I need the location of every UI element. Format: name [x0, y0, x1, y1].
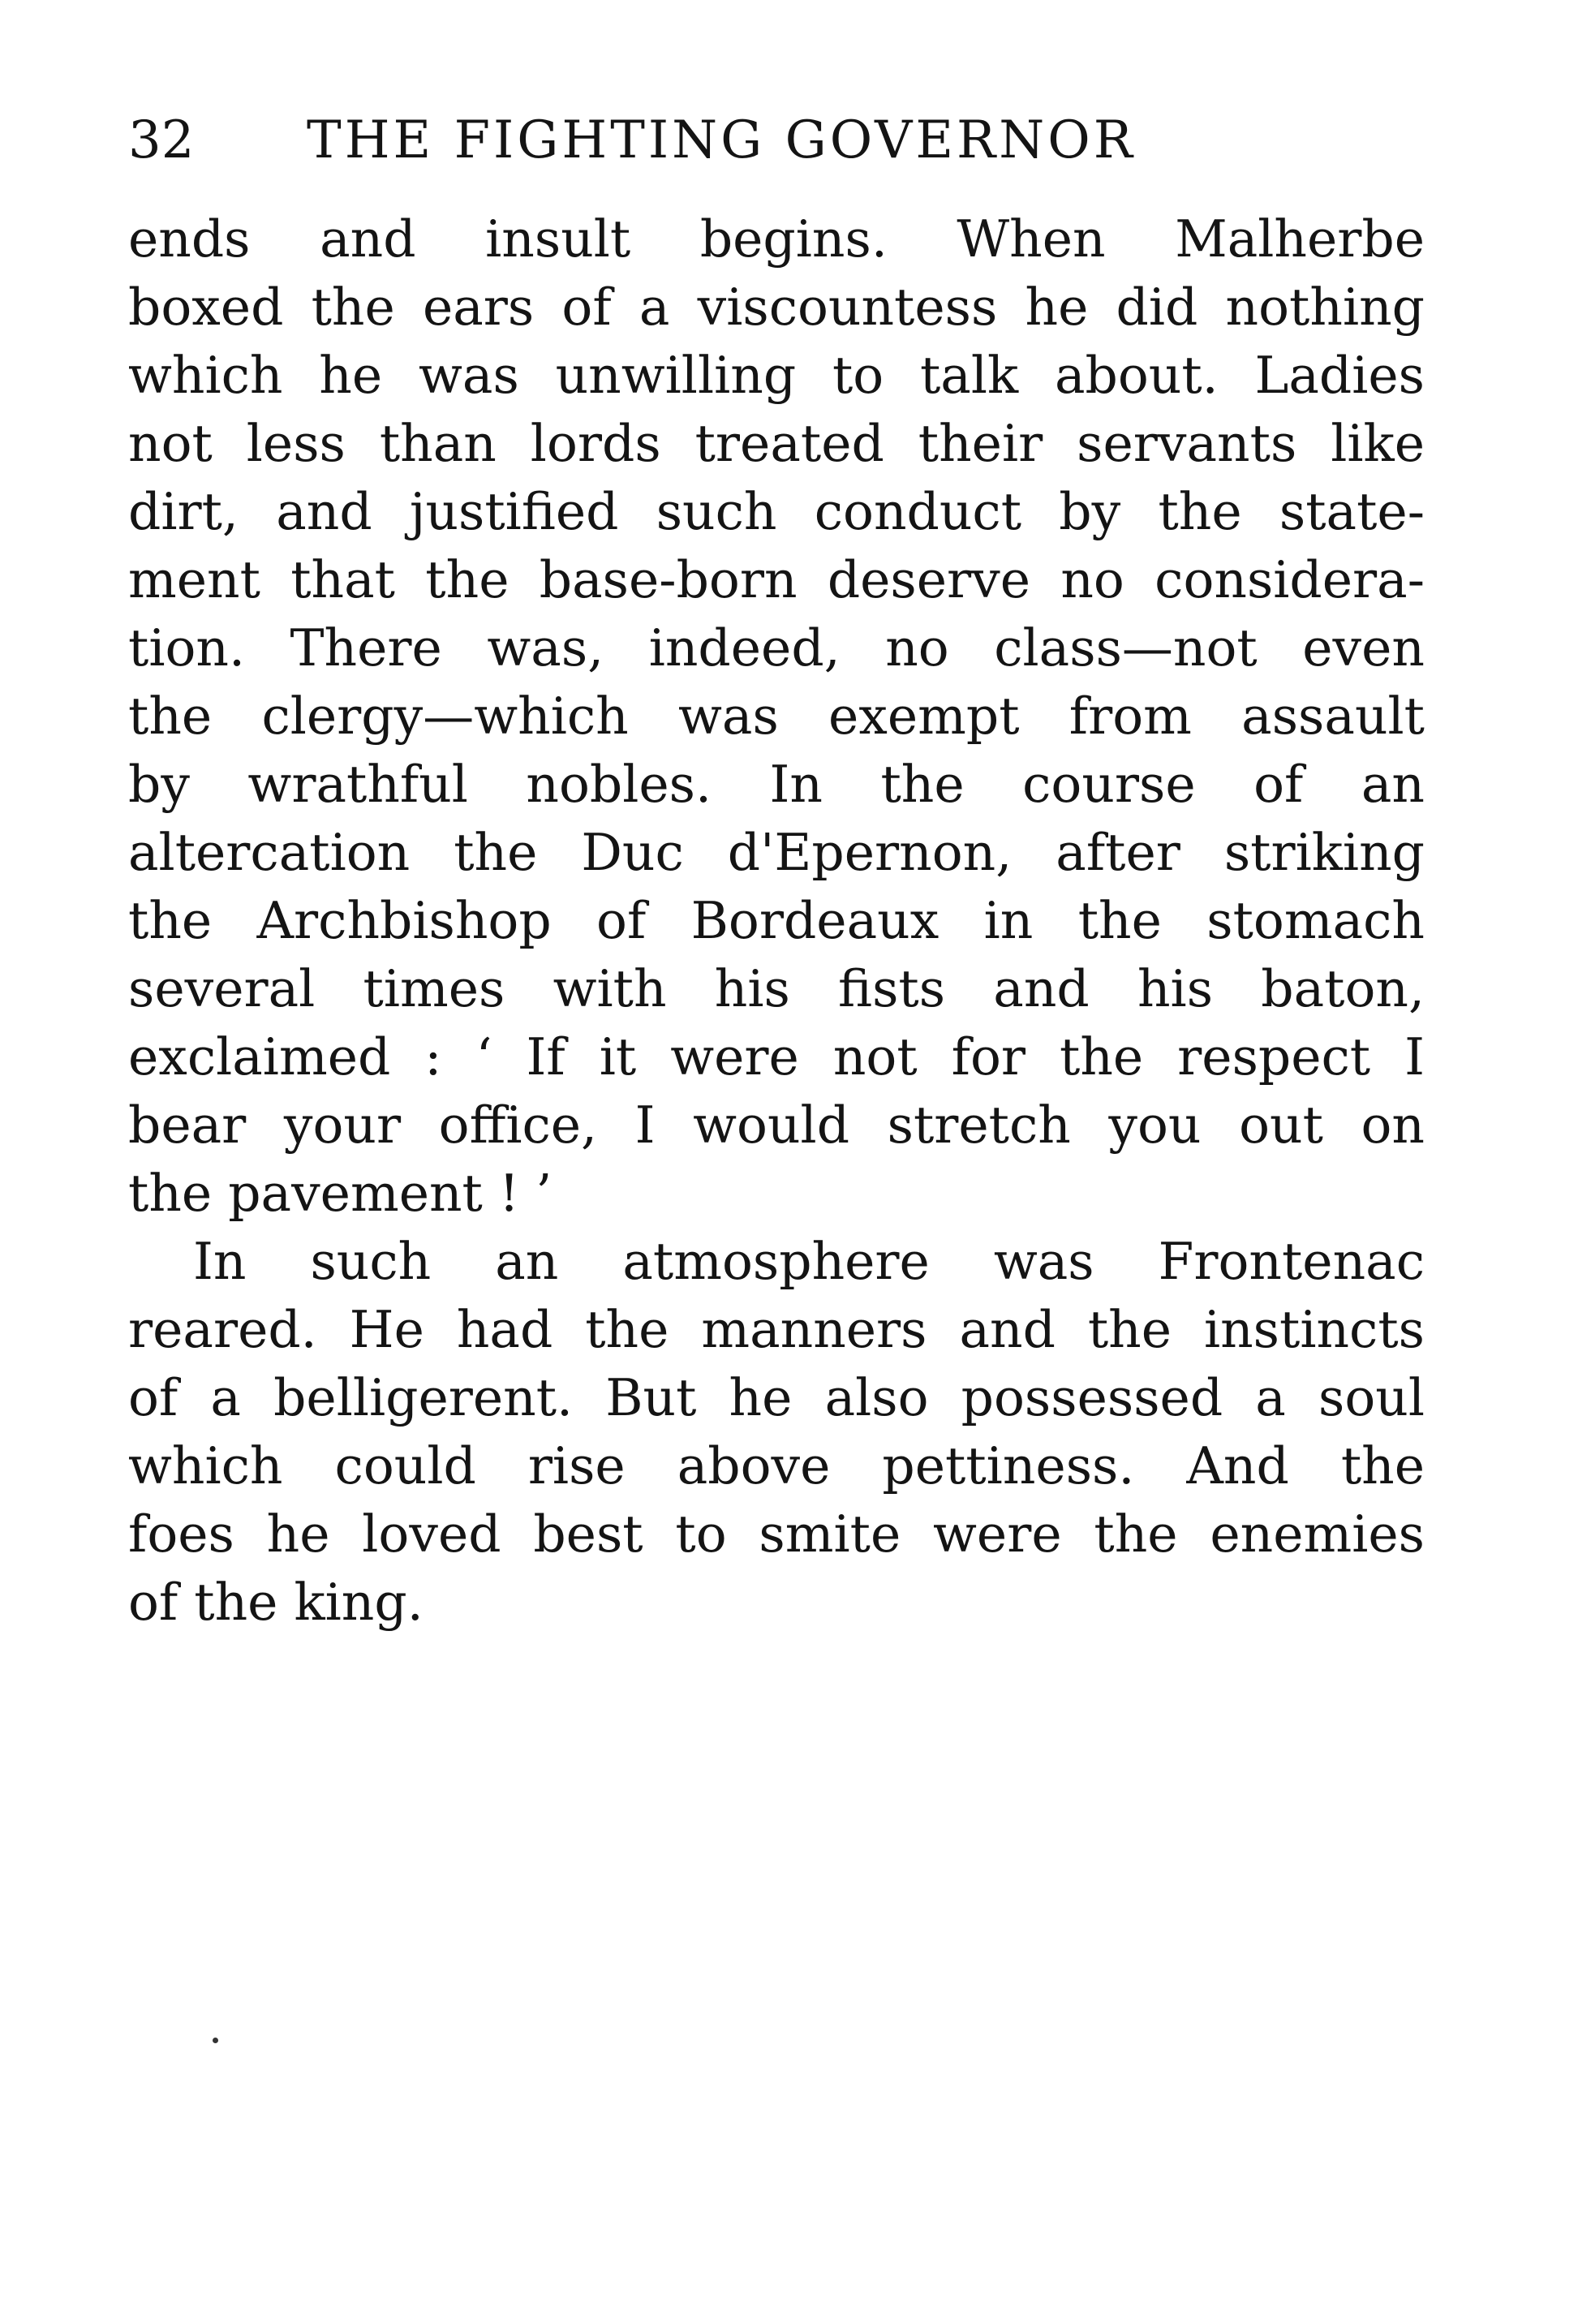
- text-line: the pavement ! ’: [128, 1164, 553, 1223]
- page-number: 32: [128, 110, 195, 170]
- text-line: by wrathful nobles. In the course of an: [128, 755, 1425, 814]
- running-title: THE FIGHTING GOVERNOR: [307, 110, 1136, 170]
- text-line: several times with his fists and his baton,: [128, 959, 1425, 1018]
- text-line: foes he loved best to smite were the enemies: [128, 1504, 1425, 1564]
- text-line: In such an atmosphere was Frontenac: [193, 1232, 1425, 1291]
- paragraph-2: [128, 1228, 1425, 1637]
- text-line: which he was unwilling to talk about. Ladies: [128, 346, 1425, 405]
- text-line: altercation the Duc d'Epernon, after striking: [128, 823, 1425, 882]
- text-line: the clergy—which was exempt from assault: [128, 686, 1425, 746]
- text-line: ment that the base-born deserve no considera-: [128, 550, 1425, 609]
- text-line: the Archbishop of Bordeaux in the stomach: [128, 891, 1425, 950]
- text-line: which could rise above pettiness. And the: [128, 1436, 1425, 1496]
- text-line: of the king.: [128, 1573, 424, 1632]
- text-line: boxed the ears of a viscountess he did nothing: [128, 278, 1425, 337]
- print-speck: [213, 2038, 219, 2044]
- text-line: of a belligerent. But he also possessed a soul: [128, 1368, 1425, 1427]
- text-line: ends and insult begins. When Malherbe: [128, 209, 1425, 269]
- text-line: not less than lords treated their servants like: [128, 414, 1425, 473]
- paragraph-1: [128, 205, 1425, 1228]
- text-line: tion. There was, indeed, no class—not even: [128, 618, 1425, 678]
- text-line: reared. He had the manners and the instincts: [128, 1300, 1425, 1359]
- text-line: exclaimed : ‘ If it were not for the respect I: [128, 1027, 1425, 1087]
- body-text: [128, 205, 1425, 1637]
- text-line: bear your office, I would stretch you out on: [128, 1095, 1425, 1155]
- text-line: dirt, and justified such conduct by the state-: [128, 482, 1425, 541]
- ink-speck: [213, 2038, 218, 2043]
- running-head: [128, 104, 1426, 177]
